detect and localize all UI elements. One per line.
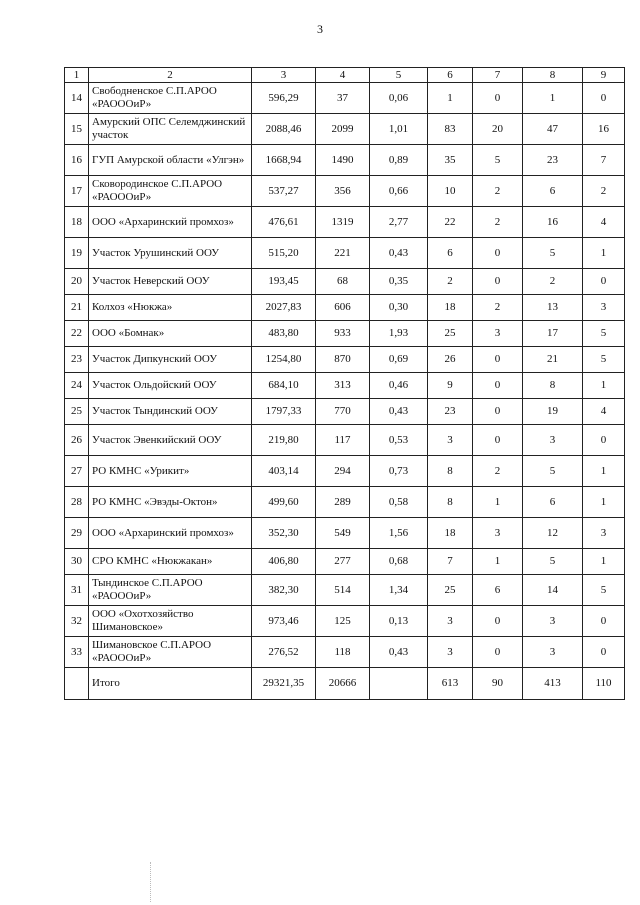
organization-name: ООО «Архаринский промхоз» <box>89 207 252 238</box>
organization-name: Амурский ОПС Селемджинский участок <box>89 114 252 145</box>
cell-col-8: 8 <box>523 373 583 399</box>
cell-col-7: 6 <box>473 575 523 606</box>
cell-col-8: 2 <box>523 269 583 295</box>
table-body <box>65 83 625 700</box>
cell-col-3: 352,30 <box>252 518 316 549</box>
cell-col-9: 3 <box>583 518 625 549</box>
cell-col-5: 0,43 <box>370 238 428 269</box>
cell-col-8: 5 <box>523 456 583 487</box>
organization-name: Тындинское С.П.АРОО «РАОООиР» <box>89 575 252 606</box>
cell-col-6: 83 <box>428 114 473 145</box>
cell-col-7: 0 <box>473 373 523 399</box>
cell-col-5: 1,93 <box>370 321 428 347</box>
row-number: 24 <box>65 373 89 399</box>
cell-col-6: 7 <box>428 549 473 575</box>
table-row <box>65 83 625 114</box>
cell-col-6: 35 <box>428 145 473 176</box>
cell-col-6: 3 <box>428 606 473 637</box>
cell-col-4: 118 <box>316 637 370 668</box>
table-row <box>65 114 625 145</box>
cell-col-7: 0 <box>473 347 523 373</box>
cell-col-5: 1,01 <box>370 114 428 145</box>
cell-col-7: 3 <box>473 321 523 347</box>
cell-col-7: 1 <box>473 549 523 575</box>
organization-name: Участок Дипкунский ООУ <box>89 347 252 373</box>
cell-col-8: 3 <box>523 637 583 668</box>
organization-name: Участок Эвенкийский ООУ <box>89 425 252 456</box>
total-col-9: 110 <box>583 668 625 700</box>
cell-col-9: 7 <box>583 145 625 176</box>
cell-col-4: 117 <box>316 425 370 456</box>
table-row <box>65 637 625 668</box>
header-cell: 8 <box>523 68 583 83</box>
cell-col-4: 313 <box>316 373 370 399</box>
total-col-3: 29321,35 <box>252 668 316 700</box>
cell-col-9: 0 <box>583 606 625 637</box>
table-row <box>65 145 625 176</box>
cell-col-8: 17 <box>523 321 583 347</box>
cell-col-7: 0 <box>473 83 523 114</box>
cell-col-6: 18 <box>428 295 473 321</box>
cell-col-8: 1 <box>523 83 583 114</box>
cell-col-8: 13 <box>523 295 583 321</box>
cell-col-9: 0 <box>583 83 625 114</box>
cell-col-9: 0 <box>583 269 625 295</box>
organization-name: Свободненское С.П.АРОО «РАОООиР» <box>89 83 252 114</box>
cell-col-6: 9 <box>428 373 473 399</box>
cell-col-9: 1 <box>583 456 625 487</box>
organization-name: Участок Тындинский ООУ <box>89 399 252 425</box>
organization-name: ГУП Амурской области «Улгэн» <box>89 145 252 176</box>
header-cell: 2 <box>89 68 252 83</box>
cell-col-3: 1797,33 <box>252 399 316 425</box>
header-cell: 7 <box>473 68 523 83</box>
cell-col-9: 3 <box>583 295 625 321</box>
table-row <box>65 399 625 425</box>
table-row <box>65 575 625 606</box>
cell-col-8: 23 <box>523 145 583 176</box>
cell-col-8: 5 <box>523 549 583 575</box>
table-row <box>65 487 625 518</box>
row-number: 22 <box>65 321 89 347</box>
table-row <box>65 425 625 456</box>
cell-col-4: 514 <box>316 575 370 606</box>
row-number: 32 <box>65 606 89 637</box>
total-row-number <box>65 668 89 700</box>
cell-col-7: 0 <box>473 606 523 637</box>
organization-name: Участок Ольдойский ООУ <box>89 373 252 399</box>
total-col-6: 613 <box>428 668 473 700</box>
row-number: 14 <box>65 83 89 114</box>
cell-col-9: 5 <box>583 347 625 373</box>
cell-col-8: 6 <box>523 176 583 207</box>
cell-col-4: 125 <box>316 606 370 637</box>
row-number: 25 <box>65 399 89 425</box>
header-row <box>65 68 625 83</box>
cell-col-6: 22 <box>428 207 473 238</box>
organization-name: СРО КМНС «Нюкжакан» <box>89 549 252 575</box>
cell-col-4: 2099 <box>316 114 370 145</box>
organization-name: ООО «Бомнак» <box>89 321 252 347</box>
cell-col-7: 2 <box>473 207 523 238</box>
table-row <box>65 321 625 347</box>
total-col-7: 90 <box>473 668 523 700</box>
data-table <box>64 67 625 700</box>
table-row <box>65 456 625 487</box>
cell-col-9: 4 <box>583 399 625 425</box>
cell-col-6: 1 <box>428 83 473 114</box>
cell-col-7: 0 <box>473 238 523 269</box>
cell-col-4: 1490 <box>316 145 370 176</box>
cell-col-6: 3 <box>428 637 473 668</box>
cell-col-3: 219,80 <box>252 425 316 456</box>
page-number: 3 <box>317 22 323 36</box>
row-number: 20 <box>65 269 89 295</box>
organization-name: ООО «Охотхозяйство Шимановское» <box>89 606 252 637</box>
cell-col-7: 0 <box>473 399 523 425</box>
cell-col-3: 2088,46 <box>252 114 316 145</box>
cell-col-5: 2,77 <box>370 207 428 238</box>
cell-col-4: 933 <box>316 321 370 347</box>
cell-col-6: 10 <box>428 176 473 207</box>
cell-col-5: 1,56 <box>370 518 428 549</box>
table-row <box>65 238 625 269</box>
cell-col-7: 2 <box>473 456 523 487</box>
row-number: 21 <box>65 295 89 321</box>
cell-col-5: 0,46 <box>370 373 428 399</box>
total-col-8: 413 <box>523 668 583 700</box>
row-number: 27 <box>65 456 89 487</box>
row-number: 31 <box>65 575 89 606</box>
cell-col-5: 0,58 <box>370 487 428 518</box>
cell-col-5: 0,43 <box>370 637 428 668</box>
organization-name: Сковородинское С.П.АРОО «РАОООиР» <box>89 176 252 207</box>
cell-col-4: 606 <box>316 295 370 321</box>
header-cell: 6 <box>428 68 473 83</box>
cell-col-5: 1,34 <box>370 575 428 606</box>
table-row <box>65 347 625 373</box>
cell-col-6: 3 <box>428 425 473 456</box>
header-cell: 9 <box>583 68 625 83</box>
row-number: 15 <box>65 114 89 145</box>
total-row <box>65 668 625 700</box>
table-row <box>65 269 625 295</box>
table-row <box>65 207 625 238</box>
organization-name: Колхоз «Нюкжа» <box>89 295 252 321</box>
cell-col-7: 0 <box>473 269 523 295</box>
row-number: 19 <box>65 238 89 269</box>
cell-col-6: 26 <box>428 347 473 373</box>
cell-col-3: 476,61 <box>252 207 316 238</box>
cell-col-6: 8 <box>428 456 473 487</box>
cell-col-4: 356 <box>316 176 370 207</box>
cell-col-3: 483,80 <box>252 321 316 347</box>
header-cell: 4 <box>316 68 370 83</box>
table-row <box>65 606 625 637</box>
cell-col-8: 3 <box>523 606 583 637</box>
cell-col-7: 2 <box>473 295 523 321</box>
cell-col-5: 0,30 <box>370 295 428 321</box>
cell-col-7: 1 <box>473 487 523 518</box>
cell-col-3: 276,52 <box>252 637 316 668</box>
cell-col-9: 1 <box>583 373 625 399</box>
table-row <box>65 549 625 575</box>
cell-col-7: 0 <box>473 637 523 668</box>
row-number: 33 <box>65 637 89 668</box>
cell-col-6: 2 <box>428 269 473 295</box>
cell-col-3: 596,29 <box>252 83 316 114</box>
cell-col-4: 289 <box>316 487 370 518</box>
cell-col-9: 0 <box>583 425 625 456</box>
cell-col-3: 406,80 <box>252 549 316 575</box>
organization-name: ООО «Архаринский промхоз» <box>89 518 252 549</box>
cell-col-5: 0,13 <box>370 606 428 637</box>
cell-col-8: 19 <box>523 399 583 425</box>
cell-col-3: 193,45 <box>252 269 316 295</box>
cell-col-5: 0,43 <box>370 399 428 425</box>
cell-col-6: 25 <box>428 575 473 606</box>
cell-col-4: 68 <box>316 269 370 295</box>
cell-col-6: 18 <box>428 518 473 549</box>
cell-col-4: 221 <box>316 238 370 269</box>
cell-col-5: 0,53 <box>370 425 428 456</box>
cell-col-4: 770 <box>316 399 370 425</box>
scan-artifact <box>150 862 153 902</box>
cell-col-7: 0 <box>473 425 523 456</box>
cell-col-5: 0,89 <box>370 145 428 176</box>
cell-col-5: 0,68 <box>370 549 428 575</box>
cell-col-4: 277 <box>316 549 370 575</box>
cell-col-5: 0,06 <box>370 83 428 114</box>
row-number: 26 <box>65 425 89 456</box>
total-col-4: 20666 <box>316 668 370 700</box>
header-cell: 5 <box>370 68 428 83</box>
cell-col-5: 0,69 <box>370 347 428 373</box>
cell-col-4: 294 <box>316 456 370 487</box>
cell-col-5: 0,66 <box>370 176 428 207</box>
total-col-5 <box>370 668 428 700</box>
cell-col-6: 23 <box>428 399 473 425</box>
cell-col-9: 16 <box>583 114 625 145</box>
cell-col-6: 6 <box>428 238 473 269</box>
cell-col-9: 1 <box>583 549 625 575</box>
cell-col-7: 5 <box>473 145 523 176</box>
cell-col-4: 1319 <box>316 207 370 238</box>
row-number: 29 <box>65 518 89 549</box>
cell-col-6: 25 <box>428 321 473 347</box>
header-cell: 3 <box>252 68 316 83</box>
cell-col-4: 549 <box>316 518 370 549</box>
organization-name: Шимановское С.П.АРОО «РАОООиР» <box>89 637 252 668</box>
cell-col-3: 382,30 <box>252 575 316 606</box>
organization-name: Участок Неверский ООУ <box>89 269 252 295</box>
cell-col-7: 2 <box>473 176 523 207</box>
row-number: 17 <box>65 176 89 207</box>
cell-col-8: 16 <box>523 207 583 238</box>
cell-col-8: 14 <box>523 575 583 606</box>
cell-col-6: 8 <box>428 487 473 518</box>
cell-col-7: 20 <box>473 114 523 145</box>
cell-col-8: 5 <box>523 238 583 269</box>
cell-col-9: 1 <box>583 487 625 518</box>
cell-col-3: 684,10 <box>252 373 316 399</box>
cell-col-9: 1 <box>583 238 625 269</box>
organization-name: Участок Урушинский ООУ <box>89 238 252 269</box>
cell-col-3: 403,14 <box>252 456 316 487</box>
cell-col-3: 515,20 <box>252 238 316 269</box>
cell-col-8: 12 <box>523 518 583 549</box>
cell-col-7: 3 <box>473 518 523 549</box>
row-number: 16 <box>65 145 89 176</box>
row-number: 30 <box>65 549 89 575</box>
cell-col-8: 3 <box>523 425 583 456</box>
cell-col-9: 5 <box>583 575 625 606</box>
header-cell: 1 <box>65 68 89 83</box>
cell-col-5: 0,35 <box>370 269 428 295</box>
cell-col-9: 5 <box>583 321 625 347</box>
cell-col-9: 2 <box>583 176 625 207</box>
table-row <box>65 295 625 321</box>
cell-col-3: 973,46 <box>252 606 316 637</box>
table-row <box>65 518 625 549</box>
row-number: 28 <box>65 487 89 518</box>
cell-col-9: 0 <box>583 637 625 668</box>
cell-col-4: 870 <box>316 347 370 373</box>
organization-name: РО КМНС «Эвэды-Октон» <box>89 487 252 518</box>
cell-col-3: 1668,94 <box>252 145 316 176</box>
cell-col-8: 21 <box>523 347 583 373</box>
cell-col-3: 2027,83 <box>252 295 316 321</box>
total-label: Итого <box>89 668 252 700</box>
table-row <box>65 176 625 207</box>
cell-col-9: 4 <box>583 207 625 238</box>
row-number: 18 <box>65 207 89 238</box>
cell-col-3: 537,27 <box>252 176 316 207</box>
cell-col-5: 0,73 <box>370 456 428 487</box>
cell-col-8: 6 <box>523 487 583 518</box>
cell-col-4: 37 <box>316 83 370 114</box>
row-number: 23 <box>65 347 89 373</box>
cell-col-3: 1254,80 <box>252 347 316 373</box>
table-row <box>65 373 625 399</box>
organization-name: РО КМНС «Урикит» <box>89 456 252 487</box>
cell-col-8: 47 <box>523 114 583 145</box>
cell-col-3: 499,60 <box>252 487 316 518</box>
